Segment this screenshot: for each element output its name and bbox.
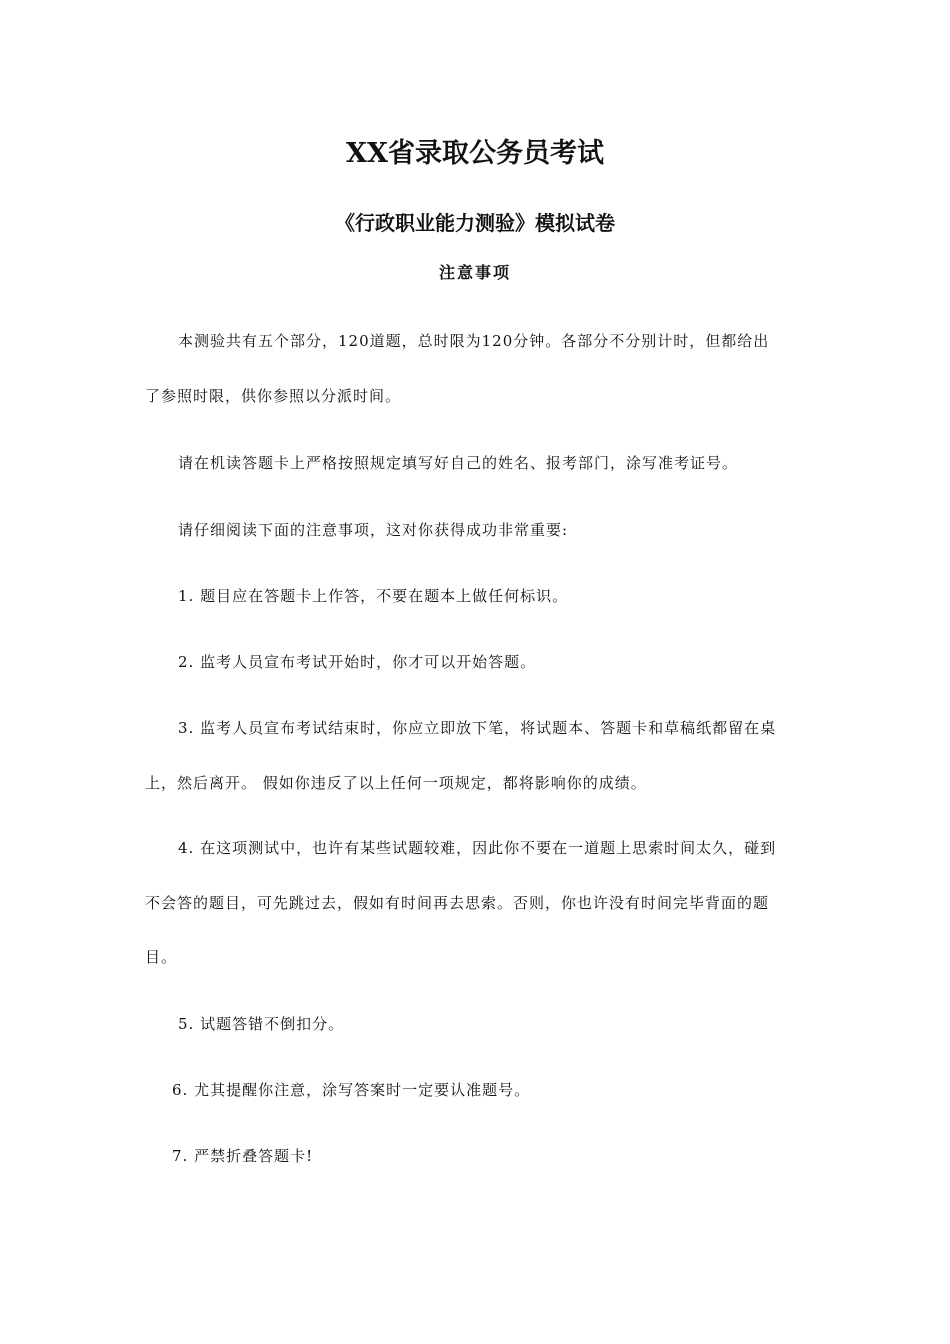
paragraph-1-line-1: 本测验共有五个部分，120道题，总时限为120分钟。各部分不分别计时，但都给出 xyxy=(178,332,770,350)
notice-item-2: 2. 监考人员宣布考试开始时，你才可以开始答题。 xyxy=(178,653,537,671)
notice-item-3-line-2: 上，然后离开。 假如你违反了以上任何一项规定，都将影响你的成绩。 xyxy=(145,774,647,792)
notice-item-1: 1. 题目应在答题卡上作答，不要在题本上做任何标识。 xyxy=(178,587,569,605)
notice-item-6: 6. 尤其提醒你注意，涂写答案时一定要认准题号。 xyxy=(172,1081,531,1099)
notice-item-4-line-3: 目。 xyxy=(145,948,178,966)
notice-heading: 注意事项 xyxy=(438,263,511,282)
notice-item-4-line-1: 4. 在这项测试中，也许有某些试题较难，因此你不要在一道题上思索时间太久，碰到 xyxy=(178,839,777,857)
notice-item-3-line-1: 3. 监考人员宣布考试结束时，你应立即放下笔，将试题本、答题卡和草稿纸都留在桌 xyxy=(178,719,777,737)
notice-item-7: 7. 严禁折叠答题卡! xyxy=(172,1147,314,1165)
paragraph-1-line-2: 了参照时限，供你参照以分派时间。 xyxy=(145,387,402,405)
notice-item-4-line-2: 不会答的题目，可先跳过去，假如有时间再去思索。否则，你也许没有时间完毕背面的题 xyxy=(145,894,770,912)
paragraph-3-line-1: 请仔细阅读下面的注意事项，这对你获得成功非常重要: xyxy=(178,521,569,539)
paragraph-2-line-1: 请在机读答题卡上严格按照规定填写好自己的姓名、报考部门，涂写准考证号。 xyxy=(178,454,739,472)
document-title: XX省录取公务员考试 xyxy=(346,138,604,169)
document-subtitle: 《行政职业能力测验》模拟试卷 xyxy=(335,211,615,235)
notice-item-5: 5. 试题答错不倒扣分。 xyxy=(178,1015,345,1033)
